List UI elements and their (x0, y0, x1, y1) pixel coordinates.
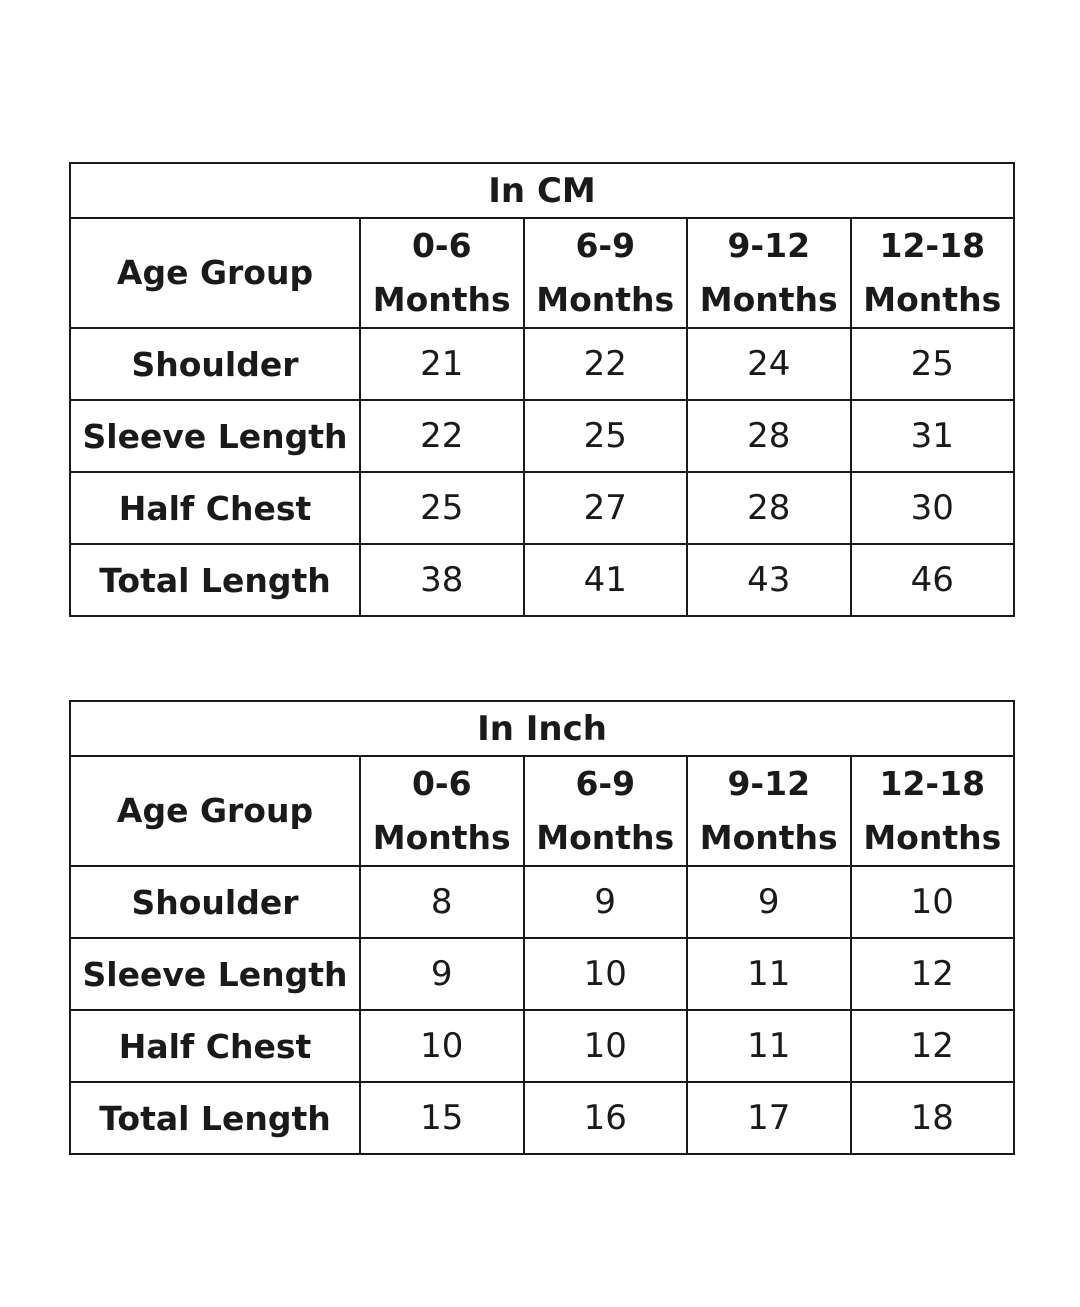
size-chart-cm-table (69, 162, 1015, 617)
column-header-12-18 (851, 756, 1015, 866)
table-row-half-chest (70, 472, 1014, 544)
column-range: 12-18 (879, 226, 986, 265)
column-header-12-18 (851, 218, 1015, 328)
cell-value: 25 (524, 400, 688, 472)
column-range: 6-9 (575, 764, 636, 803)
cell-value: 21 (360, 328, 524, 400)
column-range: 12-18 (879, 764, 986, 803)
column-header-9-12 (687, 756, 851, 866)
cell-value: 15 (360, 1082, 524, 1154)
cell-value: 41 (524, 544, 688, 616)
cell-value: 9 (687, 866, 851, 938)
column-range: 0-6 (411, 226, 472, 265)
cell-value: 30 (851, 472, 1015, 544)
cell-value: 25 (851, 328, 1015, 400)
cell-value: 10 (360, 1010, 524, 1082)
column-unit: Months (699, 818, 838, 857)
header-row (70, 756, 1014, 866)
size-chart-inch-table (69, 700, 1015, 1155)
cell-value: 10 (524, 938, 688, 1010)
cell-value: 11 (687, 938, 851, 1010)
cell-value: 43 (687, 544, 851, 616)
column-unit: Months (699, 280, 838, 319)
row-label: Sleeve Length (70, 400, 360, 472)
table-title-row (70, 163, 1014, 218)
cell-value: 38 (360, 544, 524, 616)
column-range: 0-6 (411, 764, 472, 803)
column-unit: Months (536, 280, 675, 319)
row-label: Half Chest (70, 472, 360, 544)
table-row-half-chest (70, 1010, 1014, 1082)
column-header-6-9 (524, 218, 688, 328)
header-row (70, 218, 1014, 328)
cell-value: 31 (851, 400, 1015, 472)
cell-value: 9 (360, 938, 524, 1010)
cell-value: 9 (524, 866, 688, 938)
age-group-header: Age Group (70, 218, 360, 328)
table-title-row (70, 701, 1014, 756)
table-title: In Inch (70, 701, 1014, 756)
table-title: In CM (70, 163, 1014, 218)
column-range: 6-9 (575, 226, 636, 265)
cell-value: 28 (687, 400, 851, 472)
cell-value: 10 (524, 1010, 688, 1082)
cell-value: 12 (851, 938, 1015, 1010)
cell-value: 8 (360, 866, 524, 938)
table-row-sleeve-length (70, 938, 1014, 1010)
column-unit: Months (372, 280, 511, 319)
cell-value: 16 (524, 1082, 688, 1154)
row-label: Half Chest (70, 1010, 360, 1082)
cell-value: 11 (687, 1010, 851, 1082)
cell-value: 17 (687, 1082, 851, 1154)
column-unit: Months (536, 818, 675, 857)
row-label: Shoulder (70, 866, 360, 938)
table-row-shoulder (70, 866, 1014, 938)
row-label: Shoulder (70, 328, 360, 400)
table-row-total-length (70, 544, 1014, 616)
column-range: 9-12 (727, 764, 811, 803)
cell-value: 22 (524, 328, 688, 400)
row-label: Total Length (70, 1082, 360, 1154)
table-row-shoulder (70, 328, 1014, 400)
row-label: Sleeve Length (70, 938, 360, 1010)
cell-value: 27 (524, 472, 688, 544)
cell-value: 24 (687, 328, 851, 400)
table-row-total-length (70, 1082, 1014, 1154)
column-header-6-9 (524, 756, 688, 866)
column-header-0-6 (360, 218, 524, 328)
table-row-sleeve-length (70, 400, 1014, 472)
cell-value: 25 (360, 472, 524, 544)
column-header-9-12 (687, 218, 851, 328)
column-header-0-6 (360, 756, 524, 866)
column-range: 9-12 (727, 226, 811, 265)
column-unit: Months (863, 280, 1002, 319)
column-unit: Months (863, 818, 1002, 857)
cell-value: 12 (851, 1010, 1015, 1082)
cell-value: 18 (851, 1082, 1015, 1154)
age-group-header: Age Group (70, 756, 360, 866)
cell-value: 10 (851, 866, 1015, 938)
column-unit: Months (372, 818, 511, 857)
cell-value: 46 (851, 544, 1015, 616)
cell-value: 22 (360, 400, 524, 472)
row-label: Total Length (70, 544, 360, 616)
cell-value: 28 (687, 472, 851, 544)
